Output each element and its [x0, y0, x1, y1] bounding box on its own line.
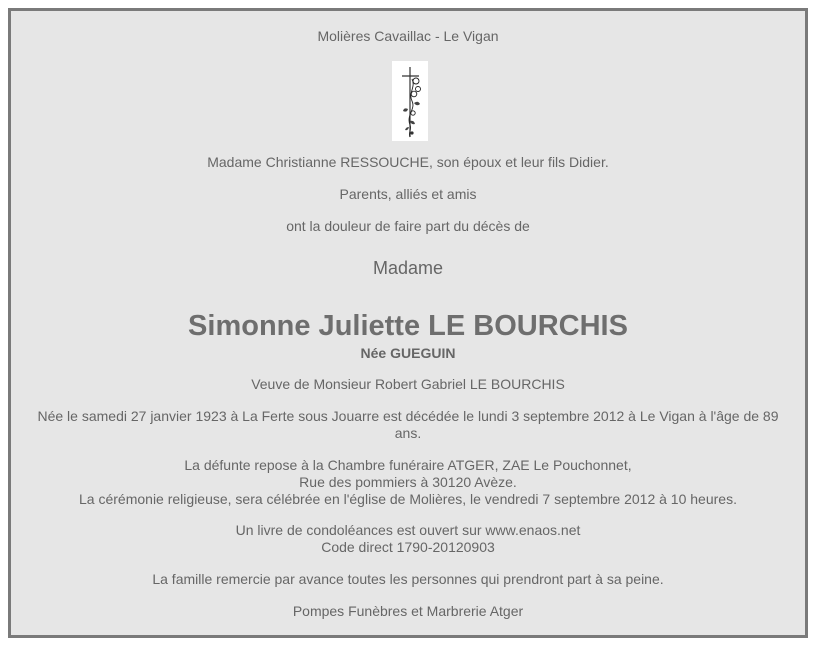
- obituary-notice: [8, 8, 808, 638]
- rest-line-2: Rue des pommiers à 30120 Avèze.: [299, 474, 517, 490]
- funeral-home: Pompes Funèbres et Marbrerie Atger: [292, 603, 524, 619]
- ceremony-line: La cérémonie religieuse, sera célébrée en l'église de Molières, le vendredi 7 septembre 2012 à 10 heures.: [79, 491, 737, 507]
- family-line-2: Parents, alliés et amis: [339, 186, 477, 202]
- birth-death-details: Née le samedi 27 janvier 1923 à La Ferte sous Jouarre est décédée le lundi 3 septembre 2012 à Le Vigan à l'âge de 89 ans.: [37, 408, 779, 441]
- civility: Madame: [372, 258, 444, 278]
- widow-of: Veuve de Monsieur Robert Gabriel LE BOURCHIS: [251, 376, 565, 392]
- location-header: Molières Cavaillac - Le Vigan: [317, 28, 499, 44]
- rest-line-1: La défunte repose à la Chambre funéraire ATGER, ZAE Le Pouchonnet,: [184, 457, 632, 473]
- thanks-line: La famille remercie par avance toutes les personnes qui prendront part à sa peine.: [152, 571, 664, 587]
- family-line-3: ont la douleur de faire part du décès de: [286, 218, 530, 234]
- maiden-name: Née GUEGUIN: [360, 345, 456, 361]
- condolences-line-1: Un livre de condoléances est ouvert sur www.enaos.net: [235, 522, 581, 538]
- cross-with-flowers-icon: [392, 61, 428, 141]
- deceased-name: Simonne Juliette LE BOURCHIS: [188, 310, 628, 342]
- condolences-line-2: Code direct 1790-20120903: [321, 539, 495, 555]
- family-line-1: Madame Christianne RESSOUCHE, son époux et leur fils Didier.: [207, 154, 609, 170]
